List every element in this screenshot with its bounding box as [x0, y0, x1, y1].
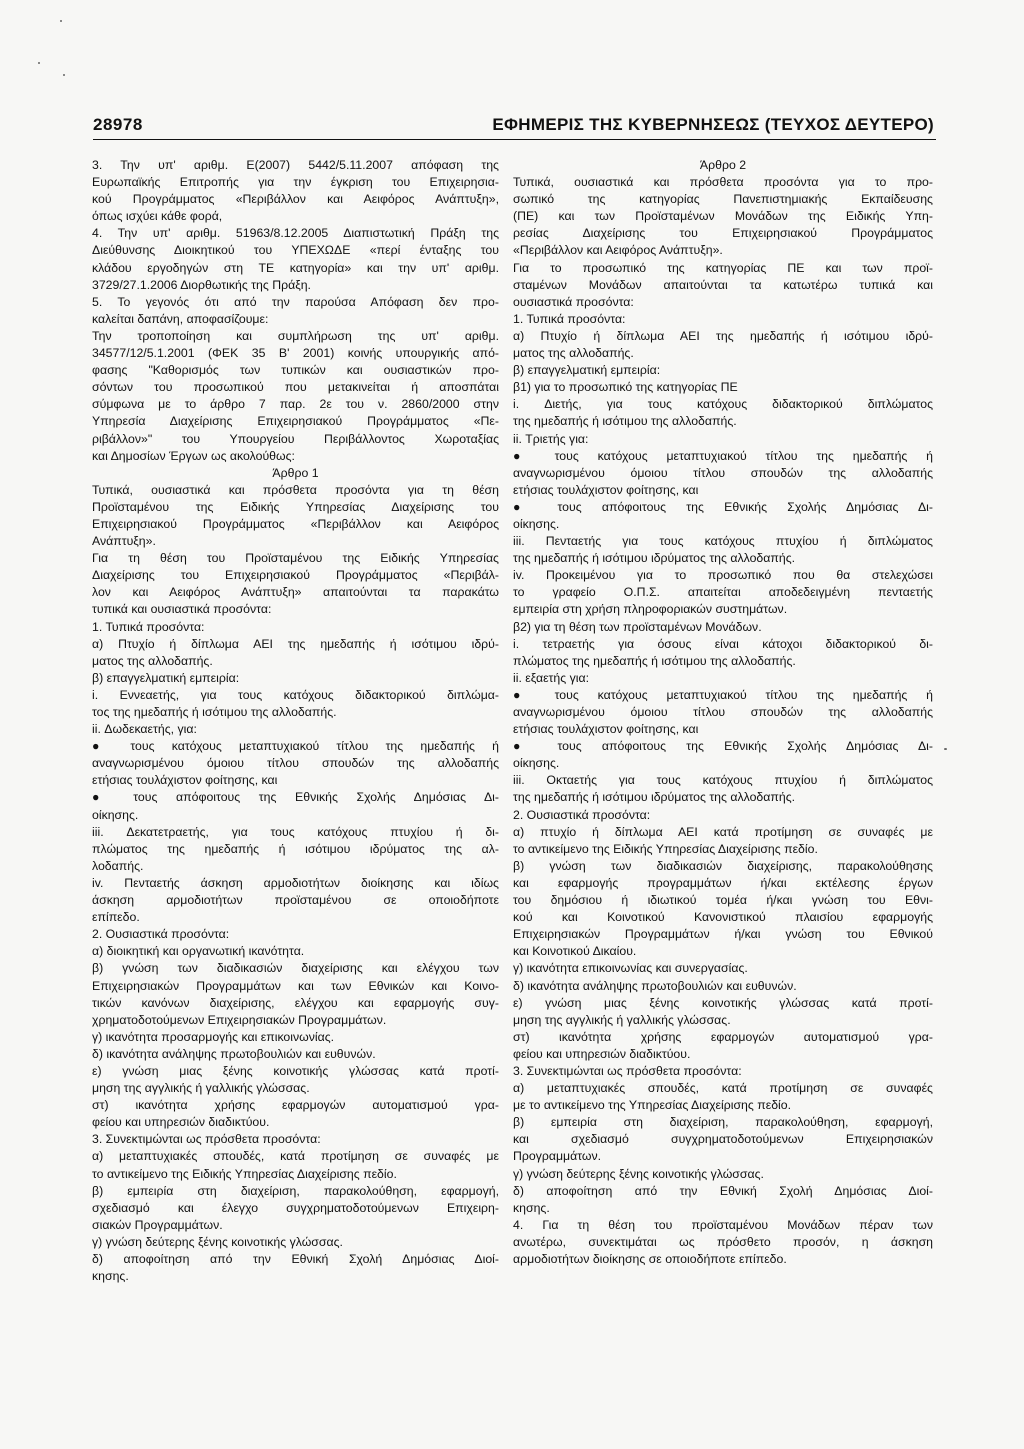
text-line: 5. Το γεγονός ότι από την παρούσα Απόφαση δεν προ- [92, 294, 499, 309]
text-line: οίκησης. [92, 807, 139, 822]
text-line: β1) για το προσωπικό της κατηγορίας ΠΕ [513, 380, 738, 395]
text-line: iii. Πενταετής για τους κατόχους πτυχίου ή διπλώματος [513, 534, 933, 549]
text-line: 4. Για τη θέση του προϊσταμένου Μονάδων πέραν των [513, 1217, 933, 1232]
text-line: ουσιαστικά προσόντα: [513, 294, 634, 309]
text-line: γ) ικανότητα προσαρμογής και επικοινωνίας. [92, 1029, 335, 1044]
text-line: πλώματος της ημεδαπής ή ισότιμου της αλλοδαπής. [513, 653, 796, 668]
text-line: στ) ικανότητα χρήσης εφαρμογών αυτοματισμού γρα- [513, 1029, 933, 1044]
text-line: iv. Πενταετής άσκηση αρμοδιοτήτων διοίκησης και ιδίως [92, 875, 499, 890]
text-line: με το αντικείμενο της Υπηρεσίας Διαχείρισης πεδίο. [513, 1098, 792, 1113]
text-line: β) γνώση των διαδικασιών διαχείρισης, παρακολούθησης [513, 858, 933, 873]
text-line: ● τους κατόχους μεταπτυχιακού τίτλου της ημεδαπής ή [513, 687, 933, 702]
text-line: Προϊσταμένου της Ειδικής Υπηρεσίας Διαχείρισης του [92, 499, 499, 514]
page-number: 28978 [93, 115, 143, 134]
text-line: Επιχειρησιακών Προγραμμάτων ή/και γνώση του Εθνικού [513, 927, 933, 942]
text-line: φείου και υπηρεσιών διαδικτύου. [92, 1115, 270, 1130]
text-line: β) επαγγελματική εμπειρία: [513, 363, 661, 378]
text-line: Ανάπτυξη». [92, 534, 156, 549]
text-line: α) Πτυχίο ή δίπλωμα ΑΕΙ της ημεδαπής ή ισότιμου ιδρύ- [513, 328, 933, 343]
text-line: β2) για τη θέση των προϊσταμένων Μονάδων. [513, 619, 762, 634]
text-line: γ) γνώση δεύτερης ξένης κοινοτικής γλώσσας. [513, 1166, 764, 1181]
text-line: ε) γνώση μιας ξένης κοινοτικής γλώσσας κατά προτί- [92, 1063, 499, 1078]
text-line: και Δημοσίων Έργων ως ακολούθως: [92, 448, 295, 463]
text-line: της ημεδαπής ή ισότιμου ιδρύματος της αλλοδαπής. [513, 551, 796, 566]
text-line: ετήσιας τουλάχιστον φοίτησης, και [513, 482, 699, 497]
text-line: Διεύθυνσης Διοικητικού του ΥΠΕΧΩΔΕ «περί ένταξης του [92, 243, 499, 258]
text-line: οίκησης. [513, 516, 560, 531]
text-line: iv. Προκειμένου για το προσωπικό που θα στελεχώσει [513, 568, 933, 583]
text-line: και σχεδιασμό συγχρηματοδοτούμενων Επιχειρησιακών [513, 1132, 933, 1147]
text-line: ματος της αλλοδαπής. [92, 653, 213, 668]
text-line: λοδαπής. [92, 858, 144, 873]
text-line: γ) γνώση δεύτερης ξένης κοινοτικής γλώσσας. [92, 1234, 343, 1249]
left-text-column [92, 157, 499, 1285]
text-line: και Κοινοτικού Δικαίου. [513, 944, 637, 959]
text-line: κησης. [513, 1200, 550, 1215]
article-heading: Άρθρο 2 [699, 158, 747, 172]
text-line: 2. Ουσιαστικά προσόντα: [92, 927, 230, 942]
text-line: i. Εννεαετής, για τους κατόχους διδακτορικού διπλώμα- [92, 687, 499, 702]
text-line: ετήσιας τουλάχιστον φοίτησης, και [513, 722, 699, 737]
text-line: 4. Την υπ' αριθμ. 51963/8.12.2005 Διαπιστωτική Πράξη της [92, 226, 499, 241]
text-line: ii. εξαετής για: [513, 670, 589, 685]
text-line: φείου και υπηρεσιών διαδικτύου. [513, 1046, 691, 1061]
text-line: ● τους κατόχους μεταπτυχιακού τίτλου της ημεδαπής ή [513, 448, 933, 463]
text-line: αναγνωρισμένου όμοιου τίτλου σπουδών της αλλοδαπής [513, 465, 933, 480]
text-line: κησης. [92, 1269, 129, 1284]
text-line: ii. Δωδεκαετής, για: [92, 722, 197, 737]
text-line: 3729/27.1.2006 Διορθωτικής της Πράξη. [92, 277, 311, 292]
text-line: i. Διετής, για τους κατόχους διδακτορικού διπλώματος [513, 397, 933, 412]
text-line: αρμοδιοτήτων διοίκησης σε οποιοδήποτε επίπεδο. [513, 1252, 787, 1266]
text-line: ρεσίας Διαχείρισης του Επιχειρησιακού Προγράμματος [513, 226, 933, 241]
text-line: δ) αποφοίτηση από την Εθνική Σχολή Δημόσιας Διοί- [513, 1183, 933, 1198]
scan-speck [63, 74, 65, 76]
text-line: επίπεδο. [92, 910, 140, 925]
text-line: ● τους απόφοιτους της Εθνικής Σχολής Δημόσιας Δι- [513, 739, 933, 754]
text-line: στ) ικανότητα χρήσης εφαρμογών αυτοματισμού γρα- [92, 1098, 499, 1113]
text-line: εμπειρία στη χρήση πληροφοριακών συστημάτων. [513, 602, 788, 617]
text-line: Προγραμμάτων. [513, 1149, 602, 1164]
text-line: Επιχειρησιακών Προγραμμάτων και των Εθνικών και Κοινο- [92, 978, 499, 993]
text-line: σωπικό της κατηγορίας Πανεπιστημιακής Εκπαίδευσης [513, 192, 933, 207]
text-line: Υπηρεσία Διαχείρισης Επιχειρησιακού Προγράμματος «Πε- [92, 414, 499, 429]
text-line: δ) ικανότητα ανάληψης πρωτοβουλιών και ευθυνών. [92, 1046, 376, 1061]
text-line: κλάδου εργοδηγών στη ΤΕ κατηγορία» και την υπ' αριθμ. [92, 260, 499, 275]
text-line: καλείται δαπάνη, αποφασίζουμε: [92, 311, 269, 326]
text-line: σόντων του προσωπικού που μετακινείται ή αποσπάται [92, 380, 499, 395]
text-line: iii. Δεκατετραετής, για τους κατόχους πτυχίου ή δι- [92, 824, 499, 839]
text-line: Διαχείρισης του Επιχειρησιακού Προγράμματος «Περιβάλ- [92, 568, 499, 583]
text-line: σύμφωνα με το άρθρο 7 παρ. 2ε του ν. 2860/2000 στην [92, 397, 499, 412]
gazette-title: ΕΦΗΜΕΡΙΣ ΤΗΣ ΚΥΒΕΡΝΗΣΕΩΣ (ΤΕΥΧΟΣ ΔΕΥΤΕΡΟ) [492, 115, 934, 134]
text-line: Την τροποποίηση και συμπλήρωση της υπ' αριθμ. [92, 328, 499, 343]
text-line: α) μεταπτυχιακές σπουδές, κατά προτίμηση σε συναφές [513, 1081, 933, 1096]
text-line: α) Πτυχίο ή δίπλωμα ΑΕΙ της ημεδαπής ή ισότιμου ιδρύ- [92, 636, 499, 651]
text-line: 1. Τυπικά προσόντα: [513, 311, 626, 326]
text-line: δ) αποφοίτηση από την Εθνική Σχολή Δημόσιας Διοί- [92, 1252, 499, 1266]
right-text-column [513, 157, 933, 1268]
text-line: της ημεδαπής ή ισότιμου ιδρύματος της αλλοδαπής. [513, 790, 796, 805]
text-line: μηση της αγγλικής ή γαλλικής γλώσσας. [92, 1081, 310, 1096]
text-line: φασης "Καθορισμός των τυπικών και ουσιαστικών προ- [92, 363, 499, 378]
text-line: του δημόσιου ή ιδιωτικού τομέα ή/και γνώση του Εθνι- [513, 893, 933, 908]
scan-speck [38, 62, 40, 64]
text-line: ii. Τριετής για: [513, 431, 589, 446]
text-line: τος της ημεδαπής ή ισότιμου της αλλοδαπής. [92, 705, 337, 719]
text-line: 1. Τυπικά προσόντα: [92, 619, 205, 634]
text-line: 3. Συνεκτιμώνται ως πρόσθετα προσόντα: [513, 1063, 742, 1078]
text-line: λον και Αειφόρος Ανάπτυξη» απαιτούνται τα παρακάτω [92, 585, 499, 600]
text-line: β) εμπειρία στη διαχείριση, παρακολούθηση, εφαρμογή, [92, 1183, 499, 1198]
text-line: άσκηση αρμοδιοτήτων προϊσταμένου σε οποιοδήποτε [92, 893, 499, 908]
text-line: 3. Συνεκτιμώνται ως πρόσθετα προσόντα: [92, 1132, 321, 1147]
text-line: Τυπικά, ουσιαστικά και πρόσθετα προσόντα για το προ- [513, 175, 933, 190]
text-line: της ημεδαπής ή ισότιμου της αλλοδαπής. [513, 414, 737, 429]
text-line: το αντικείμενο της Ειδικής Υπηρεσίας Διαχείρισης πεδίο. [92, 1166, 397, 1181]
text-line: ● τους κατόχους μεταπτυχιακού τίτλου της ημεδαπής ή [92, 739, 499, 754]
text-line: «Περιβάλλον και Αειφόρος Ανάπτυξη». [513, 243, 723, 258]
text-line: α) μεταπτυχιακές σπουδές, κατά προτίμηση σε συναφές με [92, 1149, 499, 1164]
text-line: σταμένων Μονάδων απαιτούνται τα κατωτέρω τυπικά και [513, 277, 933, 292]
text-line: δ) ικανότητα ανάληψης πρωτοβουλιών και ευθυνών. [513, 978, 797, 993]
text-line: οίκησης. [513, 756, 560, 771]
text-line: γ) ικανότητα επικοινωνίας και συνεργασίας. [513, 961, 748, 976]
text-line: μηση της αγγλικής ή γαλλικής γλώσσας. [513, 1012, 731, 1027]
text-line: Για το προσωπικό της κατηγορίας ΠΕ και των προϊ- [513, 260, 933, 275]
text-line: κού Προγράμματος «Περιβάλλον και Αειφόρος Ανάπτυξη», [92, 192, 499, 207]
text-line: β) εμπειρία στη διαχείριση, παρακολούθηση, εφαρμογή, [513, 1115, 933, 1130]
page-header [93, 115, 936, 140]
text-line: iii. Οκταετής για τους κατόχους πτυχίου ή διπλώματος [513, 773, 933, 788]
text-line: ανωτέρω, συνεκτιμάται ως πρόσθετο προσόν, η άσκηση [513, 1234, 933, 1249]
text-line: αναγνωρισμένου όμοιου τίτλου σπουδών της αλλοδαπής [513, 705, 933, 719]
text-line: το αντικείμενο της Ειδικής Υπηρεσίας Διαχείρισης πεδίο. [513, 841, 818, 856]
text-line: τικών κανόνων διαχείρισης, ελέγχου και εφαρμογής συγ- [92, 995, 499, 1010]
text-line: το γραφείο Ο.Π.Σ. απαιτείται αποδεδειγμένη πενταετής [513, 585, 933, 600]
text-line: ματος της αλλοδαπής. [513, 346, 634, 361]
scan-speck [60, 20, 62, 22]
text-line: ριβάλλον»" του Υπουργείου Περιβάλλοντος Χωροταξίας [92, 431, 499, 446]
text-line: και εφαρμογής προγραμμάτων ή/και εκτέλεσης έργων [513, 875, 933, 890]
text-line: α) διοικητική και οργανωτική ικανότητα. [92, 944, 305, 959]
text-line: (ΠΕ) και των Προϊσταμένων Μονάδων της Ειδικής Υπη- [513, 209, 933, 224]
text-line: Τυπικά, ουσιαστικά και πρόσθετα προσόντα για τη θέση [92, 482, 499, 497]
text-line: 34577/12/5.1.2001 (ΦΕΚ 35 Β' 2001) κοινής υπουργικής από- [92, 346, 499, 361]
text-line: χρηματοδοτούμενων Επιχειρησιακών Προγραμμάτων. [92, 1012, 387, 1027]
scan-speck [944, 748, 947, 750]
text-line: β) επαγγελματική εμπειρία: [92, 670, 240, 685]
text-line: κού και Κοινοτικού Κανονιστικού πλαισίου εφαρμογής [513, 910, 933, 925]
text-line: 2. Ουσιαστικά προσόντα: [513, 807, 651, 822]
text-line: πλώματος της ημεδαπής ή ισότιμου ιδρύματος της αλ- [92, 841, 499, 856]
text-line: α) πτυχίο ή δίπλωμα ΑΕΙ κατά προτίμηση σε συναφές με [513, 824, 933, 839]
text-line: Για τη θέση του Προϊσταμένου της Ειδικής Υπηρεσίας [92, 551, 499, 566]
text-line: ετήσιας τουλάχιστον φοίτησης, και [92, 773, 278, 788]
text-line: Ευρωπαϊκής Επιτροπής για την έγκριση του Επιχειρησια- [92, 175, 499, 190]
text-line: i. τετραετής για όσους είναι κάτοχοι διδακτορικού δι- [513, 636, 933, 651]
text-line: αναγνωρισμένου όμοιου τίτλου σπουδών της αλλοδαπής [92, 756, 499, 771]
text-line: τυπικά και ουσιαστικά προσόντα: [92, 602, 272, 617]
text-line: όπως ισχύει κάθε φορά, [92, 209, 223, 224]
text-line: σχεδιασμό και έλεγχο συγχρηματοδοτούμενων Επιχειρη- [92, 1200, 499, 1215]
text-line: ● τους απόφοιτους της Εθνικής Σχολής Δημόσιας Δι- [92, 790, 499, 805]
text-line: ε) γνώση μιας ξένης κοινοτικής γλώσσας κατά προτί- [513, 995, 933, 1010]
text-line: 3. Την υπ' αριθμ. Ε(2007) 5442/5.11.2007 απόφαση της [92, 158, 499, 172]
text-line: ● τους απόφοιτους της Εθνικής Σχολής Δημόσιας Δι- [513, 499, 933, 514]
text-line: Επιχειρησιακού Προγράμματος «Περιβάλλον και Αειφόρος [92, 516, 499, 531]
text-line: σιακών Προγραμμάτων. [92, 1217, 223, 1232]
article-heading: Άρθρο 1 [272, 465, 319, 480]
text-line: β) γνώση των διαδικασιών διαχείρισης και ελέγχου των [92, 961, 499, 976]
